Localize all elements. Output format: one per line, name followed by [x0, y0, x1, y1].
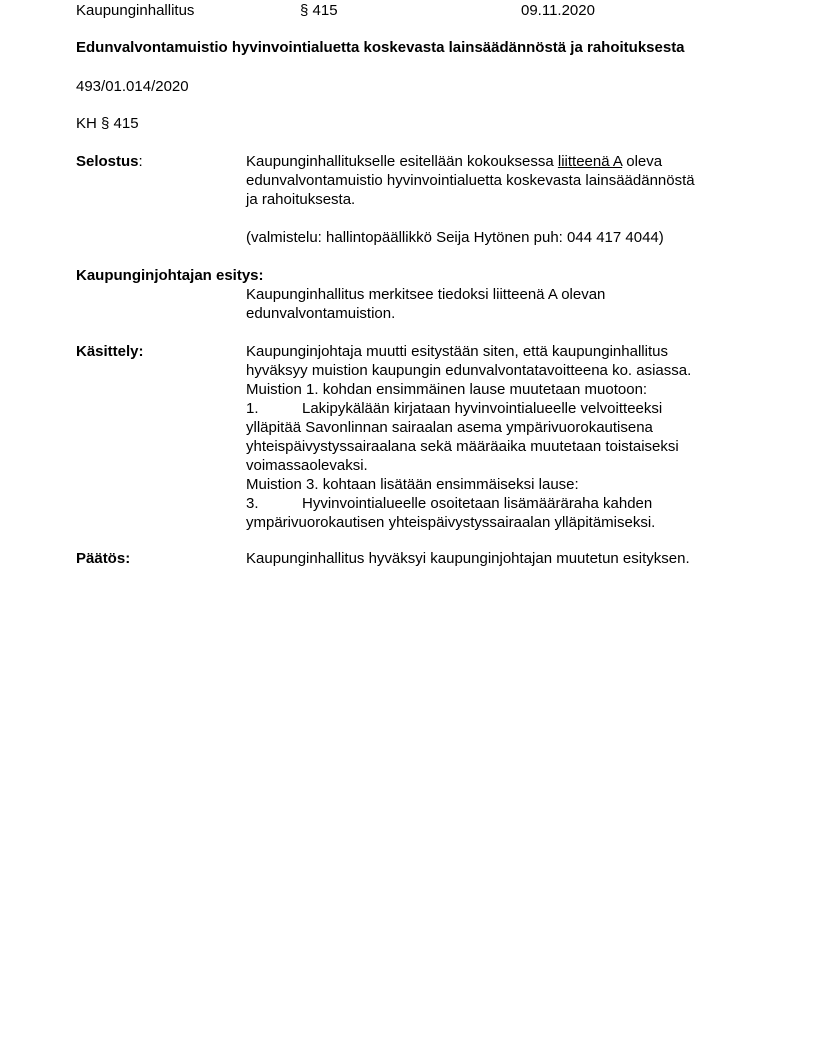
- header-date: 09.11.2020: [521, 2, 595, 19]
- attachment-a-link[interactable]: liitteenä A: [557, 153, 623, 170]
- esitys-label: Kaupunginjohtajan esitys:: [76, 267, 264, 284]
- header-body: Kaupunginhallitus: [76, 2, 195, 19]
- kasittely-label: Käsittely:: [76, 343, 144, 360]
- paatos-label: Päätös:: [76, 550, 131, 567]
- kh-reference: KH § 415: [76, 115, 139, 132]
- esitys-text: Kaupunginhallitus merkitsee tiedoksi liitteenä A olevan edunvalvontamuistion.: [246, 286, 606, 322]
- selostus-text: Kaupunginhallitukselle esitellään kokouksessa liitteenä A oleva edunvalvontamuistio hyvinvointialuetta koskevasta lainsäädännöstä ja rahoituksesta.: [246, 153, 695, 208]
- document-title: Edunvalvontamuistio hyvinvointialuetta koskevasta lainsäädännöstä ja rahoituksesta: [76, 39, 685, 56]
- record-id: 493/01.014/2020: [76, 78, 189, 95]
- selostus-label: Selostus:: [76, 153, 143, 170]
- paatos-text: Kaupunginhallitus hyväksyi kaupunginjohtajan muutetun esityksen.: [246, 550, 690, 567]
- kasittely-text: Kaupunginjohtaja muutti esitystään siten, että kaupunginhallitus hyväksyy muistion kaupungin edunvalvontatavoitteena ko. asiassa. Muistion 1. kohdan ensimmäinen lause muutetaan muotoon: 1. Lakipykälään kirjataan hyvinvointialueelle velvoitteeksi ylläpitää Savonlinnan sairaalan asema ympärivuorokautisena yhteispäivystyssairaalana sekä määräaika muutetaan toistaiseksi voimassaolevaksi. Muistion 3. kohtaan lisätään ensimmäiseksi lause: 3. Hyvinvointialueelle osoitetaan lisämääräraha kahden ympärivuorokautisen yhteispäivystyssairaalan ylläpitämiseksi.: [246, 343, 692, 531]
- header-section: § 415: [300, 2, 338, 19]
- preparer-note: (valmistelu: hallintopäällikkö Seija Hytönen puh: 044 417 4044): [246, 229, 664, 246]
